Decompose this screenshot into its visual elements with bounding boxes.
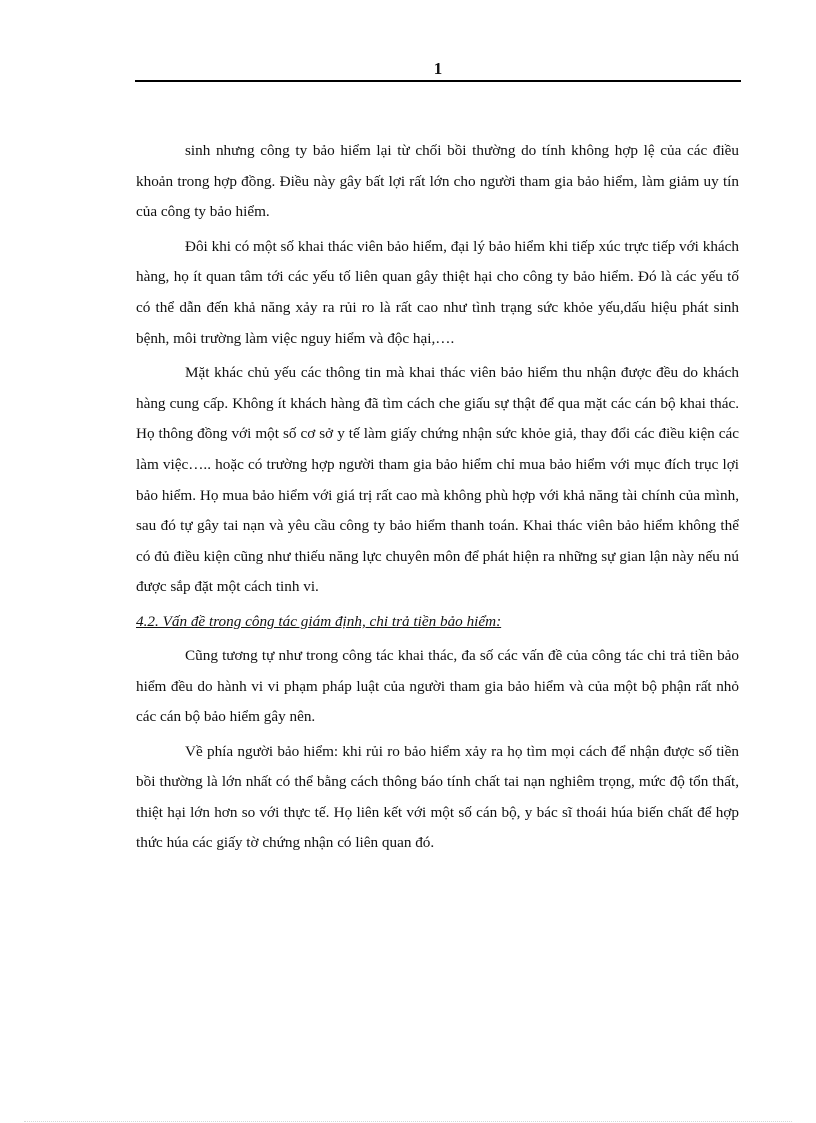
paragraph-continuation: sinh nhưng công ty bảo hiểm lại từ chối bồi thường do tính không hợp lệ của các điều khoản trong hợp đồng. Điều này gây bất lợi rất lớn cho người tham gia bảo hiểm, làm giảm uy tín của công ty bảo hiểm.: [136, 142, 739, 221]
footer-divider: [24, 1121, 792, 1122]
paragraph: Đôi khi có một số khai thác viên bảo hiểm, đại lý bảo hiểm khi tiếp xúc trực tiếp với khách hàng, họ ít quan tâm tới các yếu tố liên quan gây thiệt hại cho công ty bảo hiểm. Đó là các yếu tố có thể dẫn đến khả năng xảy ra rủi ro là rất cao như tình trạng sức khỏe yếu,dấu hiệu phát sinh bệnh, môi trường làm việc nguy hiểm và độc hại,….: [136, 237, 739, 347]
page-number: 1: [433, 59, 443, 78]
paragraph: Cũng tương tự như trong công tác khai thác, đa số các vấn đề của công tác chi trả tiền bảo hiểm đều do hành vi vi phạm pháp luật của người tham gia bảo hiểm và của một bộ phận rất nhỏ các cán bộ bảo hiểm gây nên.: [136, 646, 739, 726]
paragraph: Mặt khác chủ yếu các thông tin mà khai thác viên bảo hiểm thu nhận được đều do khách hàng cung cấp. Không ít khách hàng đã tìm cách che giấu sự thật để qua mặt các cán bộ khai thác. Họ thông đồng với một số cơ sở y tế làm giấy chứng nhận sức khỏe giả, thay đổi các điều kiện các làm việc….. hoặc có trường hợp người tham gia bảo hiểm chỉ mua bảo hiểm với mục đích trục lợi bảo hiểm. Họ mua bảo hiểm với giá trị rất cao mà không phù hợp với khả năng tài chính của mình, sau đó tự gây tai nạn và yêu cầu công ty bảo hiểm thanh toán. Khai thác viên bảo hiểm không thể có đủ điều kiện cũng như thiếu năng lực chuyên môn để phát hiện ra những sự gian lận này nếu nú được sắp đặt một cách tinh vi.: [136, 364, 739, 596]
header-rule: [135, 80, 741, 82]
section-heading: 4.2. Vấn đề trong công tác giám định, chi trả tiền bảo hiểm:: [136, 612, 502, 630]
document-body: [136, 136, 739, 863]
paragraph: Về phía người bảo hiểm: khi rủi ro bảo hiểm xảy ra họ tìm mọi cách để nhận được số tiền bồi thường là lớn nhất có thể bằng cách thông báo tính chất tai nạn nghiêm trọng, mức độ tổn thất, thiệt hại lớn hơn so với thực tế. Họ liên kết với một số cán bộ, y bác sĩ thoái húa biến chất để hợp thức húa các giấy tờ chứng nhận có liên quan đó.: [136, 742, 739, 852]
